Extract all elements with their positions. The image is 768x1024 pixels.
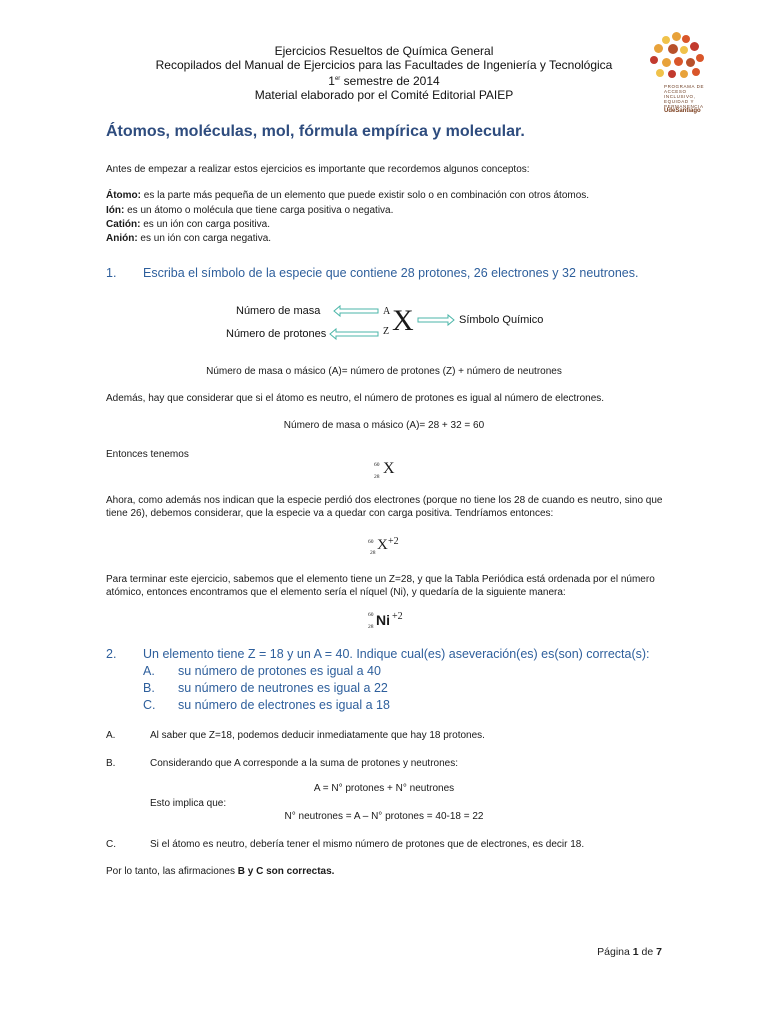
sym3-mass: 60: [368, 612, 374, 618]
nuclide-symbol-1: [374, 460, 414, 484]
sym2-charge: +2: [388, 536, 399, 547]
question-2-text: Un elemento tiene Z = 18 y un A = 40. Indique cual(es) aseveración(es) es(son) correcta(s):: [143, 647, 650, 661]
answer-c-text: Si el átomo es neutro, debería tener el mismo número de protones que de electrones, es decir 18.: [150, 839, 585, 850]
answer-b-equation-2: N° neutrones = A – N° protones = 40-18 = 22: [284, 811, 484, 822]
header-line-4: Material elaborado por el Comité Editorial PAIEP: [254, 88, 514, 102]
sym2-mass: 60: [368, 539, 374, 545]
sym2-z: 28: [370, 550, 376, 556]
option-b-text: su número de neutrones es igual a 22: [178, 681, 388, 695]
charge-note: Ahora, como además nos indican que la especie perdió dos electrones (porque no tiene los 28 de cuando es neutro, sino que tiene 26), debemos considerar, que la especie va a quedar con carga positiva. Tendríamos entonces:: [106, 495, 663, 519]
definition-atom: Átomo: es la parte más pequeña de un elemento que puede existir solo o en combinación con otros átomos.: [106, 190, 590, 201]
header-line-2: Recopilados del Manual de Ejercicios para las Facultades de Ingeniería y Tecnológica: [155, 58, 613, 72]
arrow-to-proton-label: [330, 329, 378, 339]
paiep-logo: [648, 32, 710, 122]
question-1-text: Escriba el símbolo de la especie que contiene 28 protones, 26 electrones y 32 neutrones.: [143, 266, 639, 280]
arrow-to-symbol-label: [418, 315, 454, 325]
answer-b-text: Considerando que A corresponde a la suma de protones y neutrones:: [150, 758, 458, 769]
option-a-text: su número de protones es igual a 40: [178, 664, 381, 678]
logo-dot-cluster: [648, 32, 710, 82]
diagram-A: A: [383, 306, 391, 317]
sym3-symbol: Ni: [376, 612, 390, 628]
sym1-z: 28: [374, 474, 380, 480]
answer-c-letter: C.: [106, 839, 116, 850]
header-line-1: Ejercicios Resueltos de Química General: [274, 44, 494, 58]
sym3-charge: +2: [392, 611, 403, 622]
symbol-label: Símbolo Químico: [459, 314, 544, 326]
nuclide-diagram: [220, 300, 560, 344]
sym1-symbol: X: [383, 460, 395, 477]
nuclide-symbol-2: [368, 536, 428, 560]
mass-formula: Número de masa o másico (A)= número de protones (Z) + número de neutrones: [206, 366, 562, 377]
header-semester-text: semestre de 2014: [340, 74, 440, 88]
page-footer: [597, 946, 662, 958]
header-semester-sup: er: [334, 76, 341, 82]
footer-page-number: 1: [632, 946, 639, 958]
proton-number-label: Número de protones: [226, 328, 327, 340]
answer-b-letter: B.: [106, 758, 116, 769]
header-semester-num: 1: [328, 74, 335, 88]
footer-page-word: Página: [597, 946, 630, 958]
footer-of-word: de: [641, 946, 654, 958]
question-2-number: 2.: [106, 647, 117, 661]
definition-cation: Catión: es un ión con carga positiva.: [106, 219, 270, 230]
mass-calculation: Número de masa o másico (A)= 28 + 32 = 60: [283, 420, 485, 431]
diagram-Z: Z: [383, 326, 390, 337]
conclusion: Por lo tanto, las afirmaciones B y C son correctas.: [106, 866, 335, 877]
then-we-have: Entonces tenemos: [106, 449, 189, 460]
conclusion-bold: B y C son correctas.: [237, 866, 335, 877]
answer-a-letter: A.: [106, 730, 116, 741]
nuclide-symbol-3: [366, 611, 426, 635]
option-c-text: su número de electrones es igual a 18: [178, 698, 390, 712]
option-a-letter: A.: [143, 664, 155, 678]
sym2-symbol: X: [377, 537, 388, 553]
intro-text: Antes de empezar a realizar estos ejercicios es importante que recordemos algunos conceptos:: [106, 164, 530, 175]
answer-a-text: Al saber que Z=18, podemos deducir inmediatamente que hay 18 protones.: [150, 730, 485, 741]
option-b-letter: B.: [143, 681, 155, 695]
final-note: Para terminar este ejercicio, sabemos que el elemento tiene un Z=28, y que la Tabla Periódica está ordenada por el número atómico, entonces encontramos que el elemento sería el níquel (Ni), y quedaría de la siguiente manera:: [106, 574, 655, 598]
answer-b-equation-1: A = N° protones + N° neutrones: [313, 783, 455, 794]
sym3-z: 28: [368, 624, 374, 630]
neutral-note: Además, hay que considerar que si el átomo es neutro, el número de protones es igual al número de electrones.: [106, 393, 605, 404]
logo-brand: UdeSantiago: [664, 108, 701, 114]
arrow-to-mass-label: [334, 306, 378, 316]
question-1-number: 1.: [106, 266, 117, 280]
mass-number-label: Número de masa: [236, 305, 321, 317]
sym1-mass: 60: [374, 462, 380, 468]
section-title: Átomos, moléculas, mol, fórmula empírica y molecular.: [106, 123, 525, 140]
answer-b-implies: Esto implica que:: [150, 798, 227, 809]
option-c-letter: C.: [143, 698, 156, 712]
definition-anion: Anión: es un ión con carga negativa.: [106, 233, 272, 244]
diagram-X: X: [392, 304, 414, 337]
definition-ion: Ión: es un átomo o molécula que tiene carga positiva o negativa.: [106, 205, 394, 216]
footer-total-pages: 7: [656, 946, 662, 958]
logo-text: PROGRAMA DE ACCESO INCLUSIVO, EQUIDAD Y PERMANENCIA UdeSantiago: [664, 84, 705, 114]
